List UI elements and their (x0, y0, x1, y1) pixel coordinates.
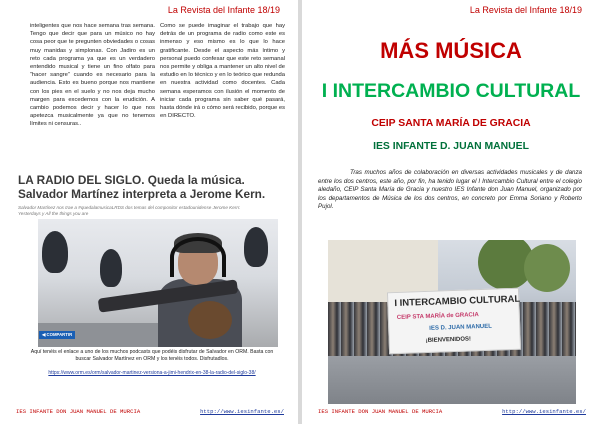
footer-school-name: IES INFANTE DON JUAN MANUEL DE MURCIA (318, 408, 443, 415)
footer-website-link[interactable]: http://www.iesinfante.es/ (502, 408, 586, 415)
welcome-banner (387, 288, 521, 355)
microphone-icon (244, 227, 268, 267)
microphone-icon (100, 249, 122, 287)
video-subtitle-line-1: Salvador Martínez nos trae a #quedalamusicaLRDS dos temas del compositor estadounidense Jerome Kern: (18, 205, 241, 210)
tree (524, 244, 570, 292)
banner-line-1: I INTERCAMBIO CULTURAL (394, 293, 521, 310)
banner-line-2: CEIP STA MARÍA de GRACIA (396, 312, 479, 321)
school-subtitle-ies: IES INFANTE D. JUAN MANUEL (373, 141, 529, 152)
intro-paragraph (318, 169, 582, 212)
headphones-icon (170, 237, 226, 277)
video-title (18, 173, 265, 201)
schoolyard-ground (328, 356, 576, 404)
left-page (0, 0, 298, 424)
exchange-photo (328, 240, 576, 404)
video-subtitle-line-2: Yesterdays y All the things you are (18, 211, 89, 216)
page-footer (318, 408, 586, 415)
page-title: MÁS MÚSICA (380, 38, 522, 63)
podcast-link[interactable]: https://www.orm.es/orm/salvador-martinez-versiona-a-jimi-hendrix-en-38-la-radio-del-siglo-38/ (48, 370, 256, 376)
page-title-secondary: I INTERCAMBIO CULTURAL (321, 80, 581, 102)
banner-line-3: IES D. JUAN MANUEL (429, 323, 492, 332)
article-column-1: inteligentes que nos hace semana tras semana. Tengo que decir que para un músico no hay cosa peor que te pregunten obviedades o cosas muy manidas y simplonas. Con Jadiro es un reto cada programa ya que es un verdadero entendido musical y tiene un fino olfato para “hacer sangre” cuando es necesario para la audiencia. Esto es bueno porque nos mantiene con los pies en el suelo y no nos deja mucho margen para excedernos con la erudición. A cambio podemos decir y hacer lo que nos apetezca musicalmente ya que no tenemos límites ni censuras.. (30, 23, 155, 128)
video-title-line-2: Salvador Martínez interpreta a Jerome Kern. (18, 187, 266, 201)
intro-text: Tras muchos años de colaboración en diversas actividades musicales y de danza entre los dos centros, este año, por fin, ha tenido lugar el I Intercambio Cultural entre el colegio aledaño, CEIP Santa María de Gracia y nuestro IES Infante don Juan Manuel, organizado por los departamentos de Música de los dos centros, en concreto por Emma Soriano y Roberto Pujol. (318, 169, 582, 211)
video-caption: Aquí tenéis el enlace a uno de los muchos podcasts que podéis disfrutar de Salvador en ORM. Basta con buscar Salvador Martínez en ORM y los tenéis todos. Disfrutadlos. (30, 349, 274, 363)
banner-line-4: ¡BIENVENIDOS! (425, 336, 472, 344)
right-page (302, 0, 600, 424)
radio-studio-photo (38, 219, 278, 347)
page-footer (16, 408, 284, 415)
share-button[interactable]: ◀ COMPARTIR (39, 331, 75, 339)
running-header: La Revista del Infante 18/19 (167, 5, 280, 15)
footer-website-link[interactable]: http://www.iesinfante.es/ (200, 408, 284, 415)
school-subtitle-ceip: CEIP SANTA MARÍA DE GRACIA (371, 118, 531, 129)
video-subtitle (18, 205, 280, 217)
microphone-icon (42, 231, 68, 273)
video-thumbnail[interactable] (15, 171, 290, 347)
guitar-body (188, 301, 232, 339)
running-header: La Revista del Infante 18/19 (469, 5, 582, 15)
article-column-2: Como se puede imaginar el trabajo que hay detrás de un programa de radio como este es inmenso y eso mismo es lo que lo hace gratificante. Desde el aspecto más íntimo y personal puedo confesar que este reto semanal nos permite y obliga a mantener un alto nivel de estudio en lo técnico y en lo teórico que redunda en nuestra actividad como docentes. Cada semana esperamos con ilusión el momento de iniciar cada programa sin saber qué pasará, hasta dónde irá o cómo será recibido, porque es en DIRECTO. (160, 23, 285, 120)
video-title-line-1: LA RADIO DEL SIGLO. Queda la música. (18, 173, 245, 187)
footer-school-name: IES INFANTE DON JUAN MANUEL DE MURCIA (16, 408, 141, 415)
